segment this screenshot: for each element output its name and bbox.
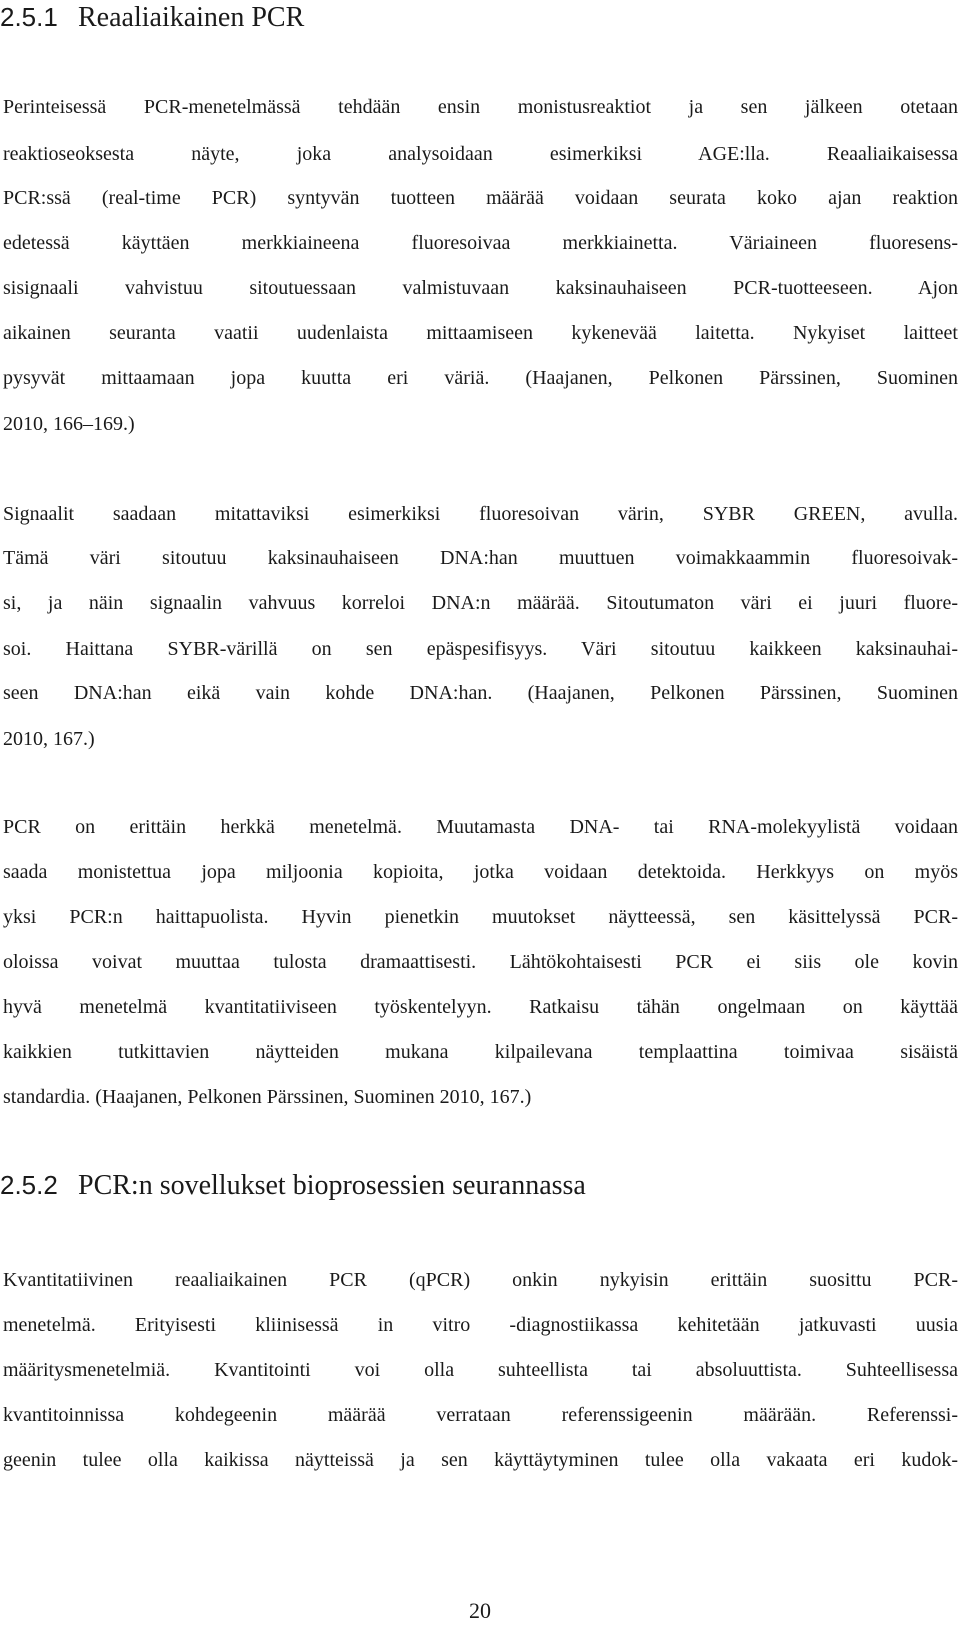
page-number: 20	[469, 1598, 491, 1623]
section-number: 2.5.2	[0, 1170, 58, 1200]
text-line: sisignaali vahvistuu sitoutuessaan valmistuvaan kaksinauhaiseen PCR-tuotteeseen. Ajon	[3, 277, 958, 299]
text-line: menetelmä. Erityisesti kliinisessä in vitro -diagnostiikassa kehitetään jatkuvasti uusia	[3, 1314, 958, 1336]
text-line: Signaalit saadaan mitattaviksi esimerkiksi fluoresoivan värin, SYBR GREEN, avulla.	[3, 503, 958, 525]
text-line: reaktioseoksesta näyte, joka analysoidaan esimerkiksi AGE:lla. Reaaliaikaisessa	[3, 143, 958, 165]
text-line: kvantitoinnissa kohdegeenin määrää verrataan referenssigeenin määrään. Referenssi-	[3, 1404, 958, 1426]
section-title: PCR:n sovellukset bioprosessien seurannassa	[78, 1170, 586, 1201]
text-line: määritysmenetelmiä. Kvantitointi voi olla suhteellista tai absoluuttista. Suhteellisessa	[3, 1359, 958, 1381]
text-line: PCR on erittäin herkkä menetelmä. Muutamasta DNA- tai RNA-molekyylistä voidaan	[3, 816, 958, 838]
text-line: Kvantitatiivinen reaaliaikainen PCR (qPCR) onkin nykyisin erittäin suosittu PCR-	[3, 1269, 958, 1291]
text-line: geenin tulee olla kaikissa näytteissä ja sen käyttäytyminen tulee olla vakaata eri kudok-	[3, 1449, 958, 1471]
section-heading-2-5-2	[0, 1170, 586, 1202]
text-line: soi. Haittana SYBR-värillä on sen epäspesifisyys. Väri sitoutuu kaikkeen kaksinauhai-	[3, 638, 958, 660]
section-title: Reaaliaikainen PCR	[78, 2, 305, 33]
section-number: 2.5.1	[0, 2, 58, 32]
text-line: Perinteisessä PCR-menetelmässä tehdään ensin monistusreaktiot ja sen jälkeen otetaan	[3, 96, 958, 118]
text-line: pysyvät mittaamaan jopa kuutta eri väriä. (Haajanen, Pelkonen Pärssinen, Suominen	[3, 367, 958, 389]
text-line: hyvä menetelmä kvantitatiiviseen työskentelyyn. Ratkaisu tähän ongelmaan on käyttää	[3, 996, 958, 1018]
text-line: oloissa voivat muuttaa tulosta dramaattisesti. Lähtökohtaisesti PCR ei siis ole kovin	[3, 951, 958, 973]
text-line: edetessä käyttäen merkkiaineena fluoresoivaa merkkiainetta. Väriaineen fluoresens-	[3, 232, 958, 254]
section-heading-2-5-1	[0, 2, 304, 34]
text-line: 2010, 167.)	[3, 728, 95, 750]
text-line: seen DNA:han eikä vain kohde DNA:han. (Haajanen, Pelkonen Pärssinen, Suominen	[3, 682, 958, 704]
text-line: aikainen seuranta vaatii uudenlaista mittaamiseen kykenevää laitetta. Nykyiset laitteet	[3, 322, 958, 344]
text-line: saada monistettua jopa miljoonia kopioita, jotka voidaan detektoida. Herkkyys on myös	[3, 861, 958, 883]
text-line: standardia. (Haajanen, Pelkonen Pärssinen, Suominen 2010, 167.)	[3, 1086, 532, 1108]
text-line: Tämä väri sitoutuu kaksinauhaiseen DNA:han muuttuen voimakkaammin fluoresoivak-	[3, 547, 958, 569]
text-line: PCR:ssä (real-time PCR) syntyvän tuotteen määrää voidaan seurata koko ajan reaktion	[3, 187, 958, 209]
text-line: 2010, 166–169.)	[3, 413, 135, 435]
text-line: kaikkien tutkittavien näytteiden mukana kilpailevana templaattina toimivaa sisäistä	[3, 1041, 958, 1063]
text-line: yksi PCR:n haittapuolista. Hyvin pienetkin muutokset näytteessä, sen käsittelyssä PCR-	[3, 906, 958, 928]
text-line: si, ja näin signaalin vahvuus korreloi DNA:n määrää. Sitoutumaton väri ei juuri fluore-	[3, 592, 958, 614]
